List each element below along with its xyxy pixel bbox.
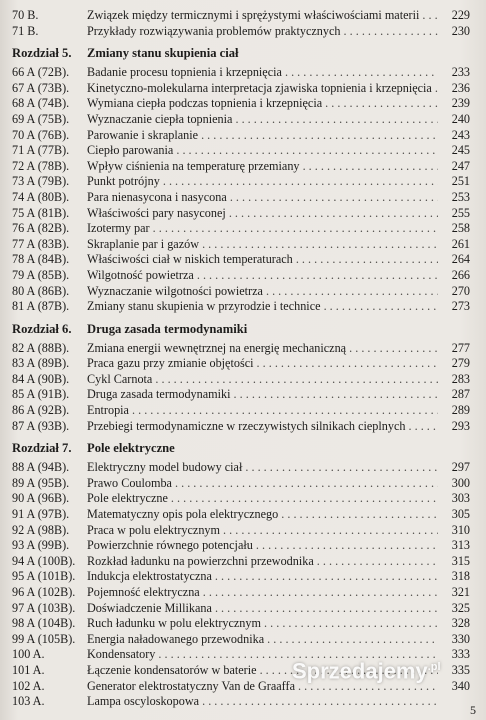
entry-title: Pole elektryczne . . . (87, 491, 438, 507)
entry-number: 79 A (85B). (12, 267, 70, 282)
entry-title: Ruch ładunku w polu elektrycznym . . . (87, 616, 438, 632)
entry-title: Rozkład ładunku na powierzchni przewodnika . . . (87, 554, 438, 570)
toc-entry (12, 694, 470, 710)
entry-number: 88 A (94B). (12, 460, 70, 475)
entry-page: 297 (451, 460, 470, 475)
toc-entry (12, 341, 470, 357)
entry-page: 330 (451, 631, 470, 646)
toc-entry (12, 601, 470, 617)
entry-title: Cykl Carnota . . . (87, 372, 438, 388)
entry-page: 325 (451, 600, 470, 615)
entry-page: 243 (451, 127, 470, 142)
entry-number: 77 A (83B). (12, 236, 70, 251)
entry-number: 71 A (77B). (12, 143, 70, 158)
entry-number: 93 A (99B). (12, 538, 70, 553)
chapter-heading (12, 322, 470, 338)
entry-number: 86 A (92B). (12, 403, 70, 418)
entry-number: 74 A (80B). (12, 189, 70, 204)
entry-page: 229 (451, 8, 470, 22)
toc-entry (12, 387, 470, 403)
toc-entry (12, 284, 470, 300)
entry-number: 80 A (86B). (12, 283, 70, 298)
entry-title: Druga zasada termodynamiki . . . (87, 387, 438, 403)
entry-page: 321 (451, 585, 470, 599)
entry-title: Matematyczny opis pola elektrycznego . . . (87, 507, 438, 523)
toc-entry (12, 81, 470, 97)
entry-title: Kinetyczno-molekularna interpretacja zjawiska topnienia i krzepnięcia . . . (87, 81, 438, 97)
entry-page: 251 (451, 174, 470, 189)
toc-entry (12, 128, 470, 144)
toc-entry (12, 221, 470, 237)
toc-entry (12, 569, 470, 585)
entry-title: Izotermy par . . . (87, 221, 438, 237)
toc-entry (12, 491, 470, 507)
entry-page: 233 (451, 65, 470, 80)
watermark-text: Sprzedajemy (292, 658, 428, 684)
entry-page: 245 (451, 143, 470, 158)
toc-entry (12, 538, 470, 554)
chapter-title: Druga zasada termodynamiki (87, 321, 248, 336)
entry-title: Prawo Coulomba . . . (87, 476, 438, 492)
entry-page: 253 (451, 189, 470, 204)
entry-number: 84 A (90B). (12, 371, 70, 386)
entry-title: Pojemność elektryczna . . . (87, 585, 438, 601)
toc-entry (12, 65, 470, 81)
watermark-suffix: .pl (427, 661, 441, 673)
entry-number: 67 A (73B). (12, 80, 70, 95)
entry-title: Skraplanie par i gazów . . . (87, 237, 438, 253)
entry-page: 240 (451, 111, 470, 126)
entry-title: Powierzchnie równego potencjału . . . (87, 538, 438, 554)
entry-page: 236 (451, 80, 470, 95)
entry-page: 273 (451, 299, 470, 314)
entry-number: 82 A (88B). (12, 340, 70, 355)
entry-title: Badanie procesu topnienia i krzepnięcia . . . (87, 65, 438, 81)
toc-entry (12, 24, 470, 40)
entry-title: Ciepło parowania . . . (87, 143, 438, 159)
toc-entry (12, 507, 470, 523)
watermark-logo (292, 646, 482, 688)
entry-title: Zmiana energii wewnętrznej na energię mechaniczną . . . (87, 341, 438, 357)
toc-entry (12, 299, 470, 315)
entry-number: 78 A (84B). (12, 252, 70, 267)
entry-number: 72 A (78B). (12, 158, 70, 173)
toc-entry (12, 237, 470, 253)
entry-number: 98 A (104B). (12, 616, 76, 631)
entry-page: 270 (451, 283, 470, 298)
entry-number: 90 A (96B). (12, 491, 70, 506)
entry-page: 335 (451, 662, 470, 677)
toc-entry (12, 143, 470, 159)
entry-page: 230 (451, 23, 470, 38)
entry-title: Entropia . . . (87, 403, 438, 419)
entry-title: Para nienasycona i nasycona . . . (87, 190, 438, 206)
entry-page: 239 (451, 96, 470, 111)
entry-title: Parowanie i skraplanie . . . (87, 128, 438, 144)
entry-number: 70 B. (12, 8, 39, 22)
entry-title: Lampa oscyloskopowa . . . (87, 694, 438, 710)
entry-number: 100 A. (12, 647, 45, 662)
entry-page: 261 (451, 236, 470, 251)
entry-page: 303 (451, 491, 470, 506)
toc-entry (12, 372, 470, 388)
chapter-title: Pole elektryczne (87, 441, 175, 456)
entry-title: Właściwości ciał w niskich temperaturach . . . (87, 252, 438, 268)
entry-title: Energia naładowanego przewodnika . . . (87, 632, 438, 648)
entry-title: Zmiany stanu skupienia w przyrodzie i technice . . . (87, 299, 438, 315)
chapter-title: Zmiany stanu skupienia ciał (87, 46, 239, 61)
entry-number: 66 A (72B). (12, 65, 70, 80)
chapter-number: Rozdział 6. (12, 321, 72, 336)
entry-title: Indukcja elektrostatyczna . . . (87, 569, 438, 585)
entry-title: Kondensatory . . . (87, 647, 438, 663)
chapter-heading (12, 441, 470, 457)
toc-entry (12, 8, 470, 24)
entry-number: 96 A (102B). (12, 585, 76, 599)
chapter-number: Rozdział 5. (12, 46, 72, 61)
entry-title: Doświadczenie Millikana . . . (87, 601, 438, 617)
toc-entry (12, 112, 470, 128)
entry-number: 97 A (103B). (12, 600, 76, 615)
entry-page: 340 (451, 678, 470, 693)
entry-page: 300 (451, 475, 470, 490)
toc-entry (12, 554, 470, 570)
entry-page: 279 (451, 356, 470, 371)
entry-title: Praca gazu przy zmianie objętości . . . (87, 356, 438, 372)
toc-entry (12, 476, 470, 492)
entry-number: 102 A. (12, 678, 45, 693)
entry-number: 94 A (100B). (12, 553, 76, 568)
entry-number: 87 A (93B). (12, 418, 70, 433)
entry-page: 315 (451, 553, 470, 568)
entry-number: 68 A (74B). (12, 96, 70, 111)
entry-number: 103 A. (12, 694, 45, 709)
entry-page: 328 (451, 616, 470, 631)
entry-title: Praca w polu elektrycznym . . . (87, 523, 438, 539)
toc-entry (12, 356, 470, 372)
entry-page: 255 (451, 205, 470, 220)
toc-entry (12, 616, 470, 632)
entry-number: 69 A (75B). (12, 111, 70, 126)
toc-entry (12, 174, 470, 190)
chapter-heading (12, 46, 470, 62)
entry-number: 75 A (81B). (12, 205, 70, 220)
entry-number: 76 A (82B). (12, 221, 70, 236)
entry-title: Elektryczny model budowy ciał . . . (87, 460, 438, 476)
toc-entry (12, 190, 470, 206)
toc-entry (12, 268, 470, 284)
entry-page: 310 (451, 522, 470, 537)
entry-page: 277 (451, 340, 470, 355)
entry-number: 81 A (87B). (12, 299, 70, 314)
entry-number: 89 A (95B). (12, 475, 70, 490)
entry-number: 101 A. (12, 662, 45, 677)
entry-page: 264 (451, 252, 470, 267)
toc-entry (12, 159, 470, 175)
toc-entry (12, 96, 470, 112)
entry-title: Wpływ ciśnienia na temperaturę przemiany . . . (87, 159, 438, 175)
entry-number: 73 A (79B). (12, 174, 70, 189)
entry-page: 289 (451, 403, 470, 418)
entry-page: 283 (451, 371, 470, 386)
toc-entry (12, 403, 470, 419)
table-of-contents (12, 8, 470, 710)
entry-number: 70 A (76B). (12, 127, 70, 142)
entry-number: 71 B. (12, 23, 39, 38)
entry-title: Punkt potrójny . . . (87, 174, 438, 190)
entry-title: Wymiana ciepła podczas topnienia i krzepnięcia . . . (87, 96, 438, 112)
toc-entry (12, 419, 470, 435)
entry-number: 99 A (105B). (12, 631, 76, 646)
entry-title: Generator elektrostatyczny Van de Graaffa . . . (87, 679, 438, 695)
entry-number: 91 A (97B). (12, 507, 70, 522)
entry-page: 313 (451, 538, 470, 553)
entry-page: 333 (451, 647, 470, 662)
entry-page: 247 (451, 158, 470, 173)
entry-page: 293 (451, 418, 470, 433)
entry-page: 305 (451, 507, 470, 522)
entry-page: 287 (451, 387, 470, 402)
entry-title: Wyznaczanie wilgotności powietrza . . . (87, 284, 438, 300)
entry-title: Przykłady rozwiązywania problemów praktycznych . . . (87, 24, 438, 40)
toc-entry (12, 460, 470, 476)
toc-entry (12, 523, 470, 539)
toc-entry (12, 206, 470, 222)
entry-number: 83 A (89B). (12, 356, 70, 371)
entry-number: 92 A (98B). (12, 522, 70, 537)
page-number: 5 (470, 703, 476, 717)
entry-number: 95 A (101B). (12, 569, 76, 584)
toc-entry (12, 252, 470, 268)
entry-title: Związek między termicznymi i sprężystymi właściwościami materii . . . (87, 8, 438, 24)
entry-page: 258 (451, 221, 470, 236)
entry-title: Wyznaczanie ciepła topnienia . . . (87, 112, 438, 128)
entry-title: Łączenie kondensatorów w baterie . . . (87, 663, 438, 679)
entry-number: 85 A (91B). (12, 387, 70, 402)
entry-page: 318 (451, 569, 470, 584)
chapter-number: Rozdział 7. (12, 441, 72, 456)
toc-entry (12, 585, 470, 601)
entry-title: Właściwości pary nasyconej . . . (87, 206, 438, 222)
entry-page: 266 (451, 267, 470, 282)
entry-title: Wilgotność powietrza . . . (87, 268, 438, 284)
entry-title: Przebiegi termodynamiczne w rzeczywistych silnikach cieplnych . . . (87, 419, 438, 435)
